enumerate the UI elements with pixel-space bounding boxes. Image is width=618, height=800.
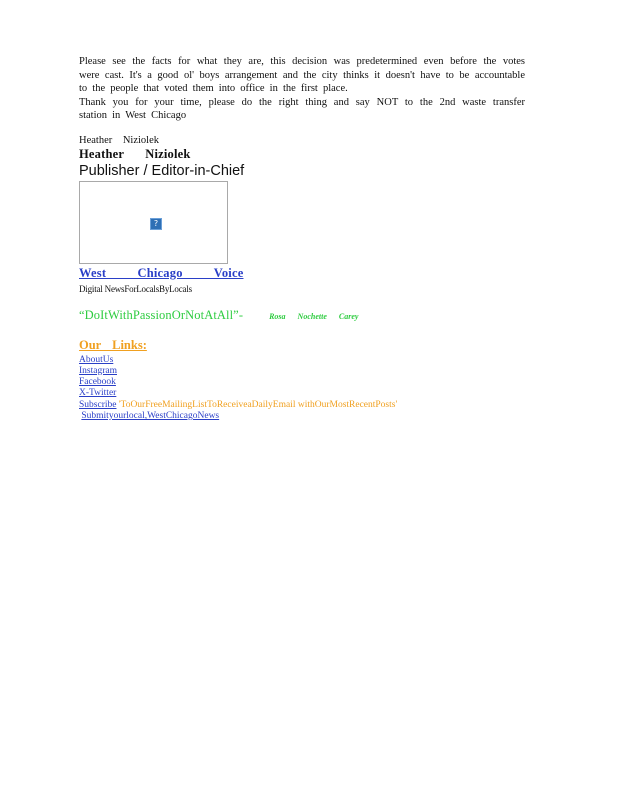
quote-row [79,306,529,324]
quote-author: Rosa Nochette Carey [269,311,359,321]
link-about-us[interactable]: AboutUs [79,354,114,365]
message-line: to the people that voted them into office in the first place. [79,83,348,94]
link-facebook[interactable]: Facebook [79,377,116,388]
links-heading [79,338,161,353]
message-paragraph [79,55,525,123]
signature-name-bold: Heather Niziolek [79,146,191,161]
link-subscribe[interactable]: Subscribe [79,399,117,410]
west-chicago-voice-link[interactable]: West Chicago Voice [79,265,244,280]
brand-tagline: Digital NewsForLocalsByLocals [79,283,192,294]
subscribe-description: 'ToOurFreeMailingListToReceiveaDailyEmail withOurMostRecentPosts' [118,399,398,410]
link-x-twitter[interactable]: X-Twitter [79,388,117,399]
broken-image-icon: ? [150,218,162,230]
quote-text: “DoItWithPassionOrNotAtAll”- [79,307,244,322]
broken-image-placeholder [79,181,228,264]
signature-title: Publisher / Editor-in-Chief [79,162,245,179]
signature-name: Heather Niziolek [79,134,160,146]
message-line: Please see the facts for what they are, this decision was predetermined even before the votes [79,56,525,67]
message-line: were cast. It's a good ol' boys arrangement and the city thinks it doesn't have to be accountable [79,69,525,81]
links-list [79,355,529,423]
message-line: station in West Chicago [79,110,187,121]
link-submit-news[interactable]: Submityourlocal,WestChicagoNews [81,410,220,421]
email-body [79,55,529,422]
links-heading-text: Our Links: [79,337,147,352]
message-line: Thank you for your time, please do the right thing and say NOT to the 2nd waste transfer [79,96,525,108]
link-instagram[interactable]: Instagram [79,365,117,376]
